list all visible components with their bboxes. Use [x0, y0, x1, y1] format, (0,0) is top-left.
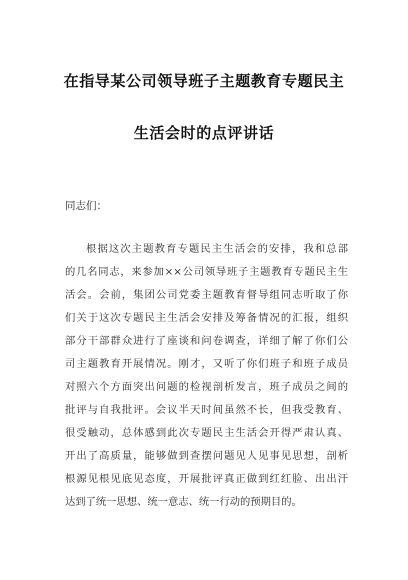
paragraph-line: 开出了高质量，能够做到查摆问题见人见事见思想，剖析 — [65, 450, 348, 462]
paragraph-line: 们关于这次专题民主生活会安排及筹备情况的汇报，组织 — [65, 312, 348, 324]
paragraph-line: 的几名同志，来参加××公司领导班子主题教育专题民主生 — [65, 266, 348, 278]
paragraph-line: 达到了统一思想、统一意志、统一行动的预期目的。 — [65, 496, 302, 508]
paragraph-line: 部分干部群众进行了座谈和问卷调查，详细了解了你们公 — [65, 335, 348, 347]
paragraph-line: 很受触动，总体感到此次专题民主生活会开得严肃认真、 — [65, 427, 348, 439]
paragraph-line: 对照六个方面突出问题的检视剖析发言，班子成员之间的 — [65, 381, 348, 393]
paragraph-line: 根源见根见底见态度，开展批评真正做到红红脸、出出汗 — [65, 473, 348, 485]
document-title-line-2: 生活会时的点评讲话 — [133, 124, 275, 142]
paragraph-line: 活会。会前，集团公司党委主题教育督导组同志听取了你 — [65, 289, 348, 301]
paragraph-line: 司主题教育开展情况。刚才，又听了你们班子和班子成员 — [65, 358, 348, 370]
salutation: 同志们： — [65, 200, 107, 212]
document-title-line-1: 在指导某公司领导班子主题教育专题民主 — [63, 72, 345, 90]
paragraph-line: 根据这次主题教育专题民主生活会的安排，我和总部 — [86, 243, 348, 255]
paragraph-line: 批评与自我批评。会议半天时间虽然不长，但我受教育、 — [65, 404, 348, 416]
